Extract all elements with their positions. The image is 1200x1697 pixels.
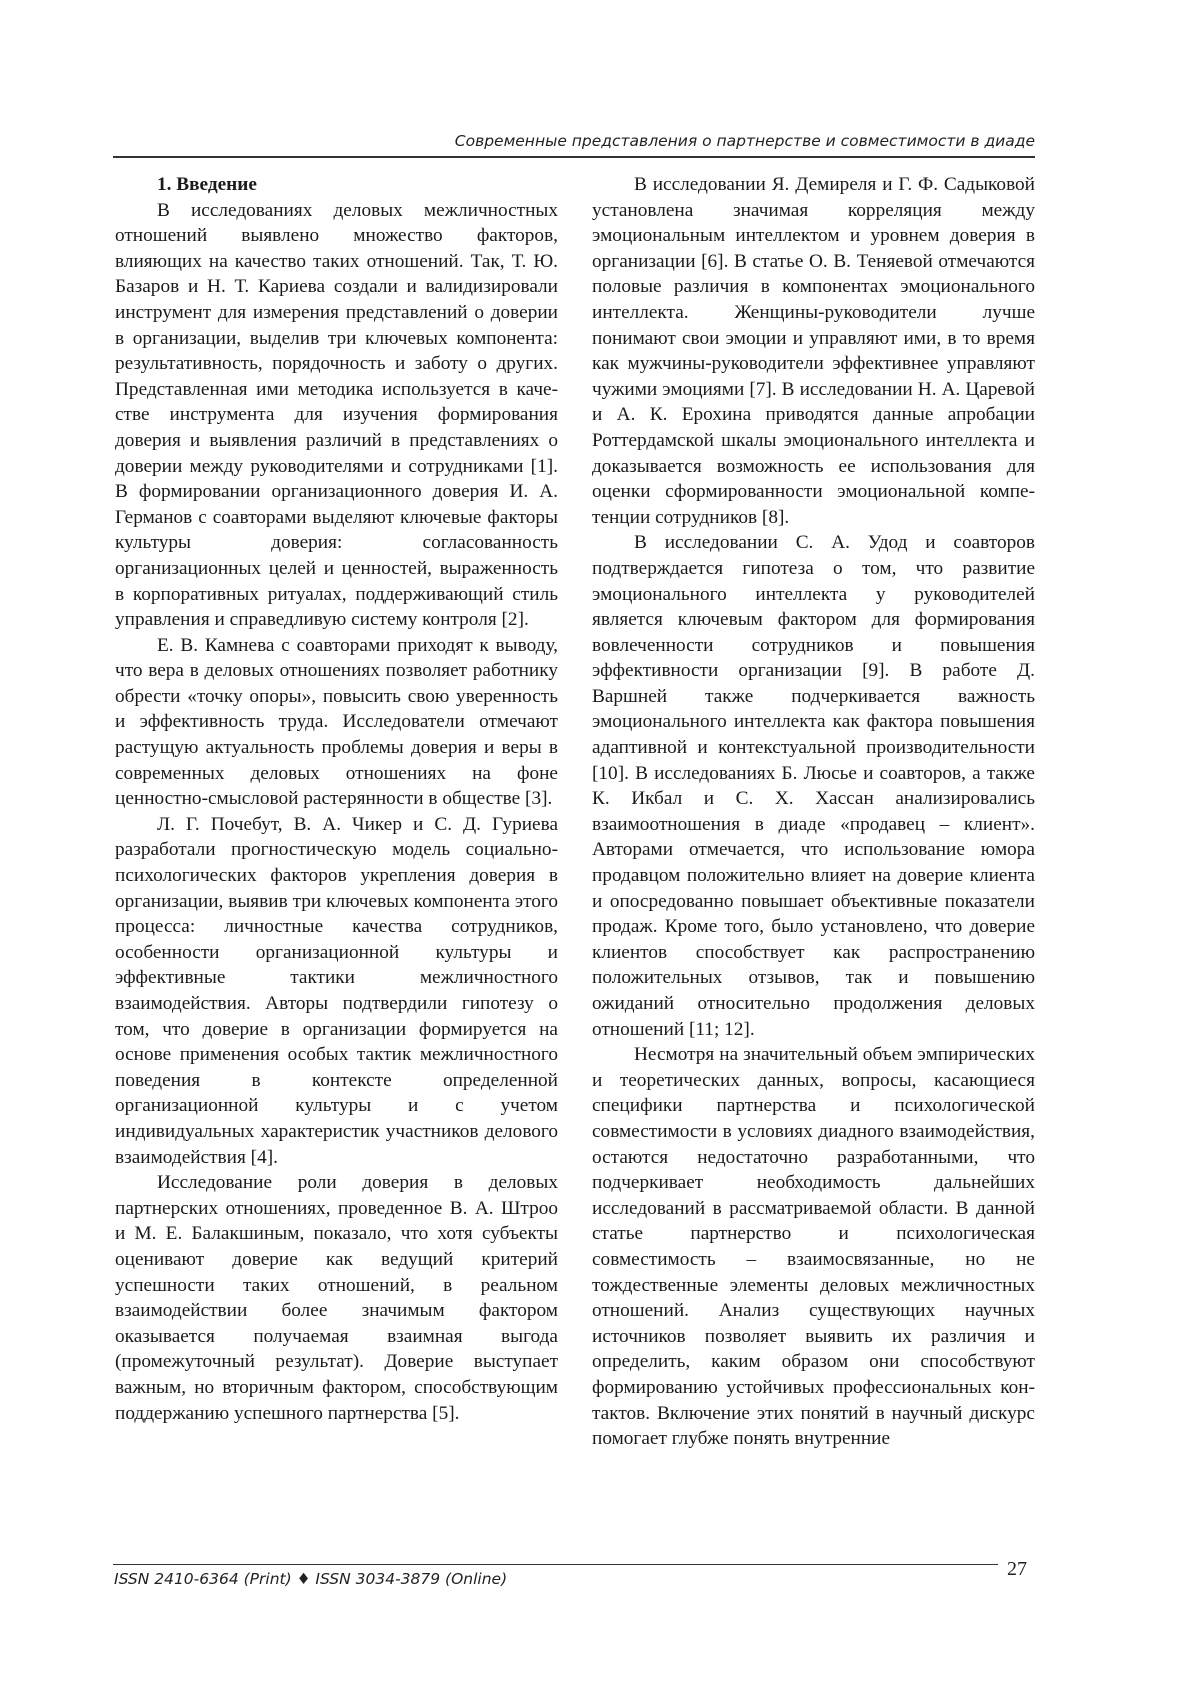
paragraph: В исследовании Я. Демиреля и Г. Ф. Садыковой установлена значимая корреляция между эмоциональным интеллектом и уровнем доверия в организации [6]. В статье О. В. Теняевой отмечаются половые различия в компонентах эмоционального интеллекта. Женщины-руководители лучше понимают свои эмоции и управляют ими, в то время как мужчины-руководители эффективнее управляют чужими эмоциями [7]. В исследовании Н. А. Царевой и А. К. Ерохина приводятся данные апробации Роттердамской шкалы эмоционального интеллекта и доказывается возможность ее использования для оценки сформированности эмоциональной компетенции сотрудников [8]. <box>592 174 1035 528</box>
header-rule <box>113 156 1035 158</box>
paragraph: Е. В. Камнева с соавторами приходят к выводу, что вера в деловых отношениях позволяет работнику обрести «точку опоры», повысить свою уверенность и эффективность труда. Исследователи отмечают растущую актуальность проблемы доверия и веры в современных деловых отношениях на фоне ценностно-смысловой растерянности в обществе [3]. <box>115 634 558 810</box>
running-header: Современные представления о партнерстве и совместимости в диаде <box>454 132 1035 150</box>
right-column <box>592 172 1035 1452</box>
section-heading: 1. Введение <box>157 174 257 195</box>
left-column <box>115 172 558 1426</box>
page-number: 27 <box>1007 1558 1027 1580</box>
footer-issn: ISSN 2410-6364 (Print) ♦ ISSN 3034-3879 (Online) <box>114 1570 508 1588</box>
footer-rule <box>113 1564 998 1565</box>
paragraph: Л. Г. Почебут, В. А. Чикер и С. Д. Гуриева разработали прогностическую модель социально-психологических факторов укрепления доверия в организации, выявив три ключевых компонента этого процесса: личностные качества сотрудников, особенности организационной культуры и эффективные тактики межличностного взаимодействия. Авторы подтвердили гипотезу о том, что доверие в организации формируется на основе применения особых тактик межличностного поведения в контексте определенной организационной культуры и с учетом индивидуальных характеристик участников делового взаимодействия [4]. <box>115 813 558 1168</box>
paragraph: В исследовании С. А. Удод и соавторов подтверждается гипотеза о том, что развитие эмоционального интеллекта у руководителей является ключевым фактором для формирования вовлеченности сотрудников и повышения эффективности организации [9]. В работе Д. Варшней также подчеркивается важность эмоционального интеллекта как фактора повышения адаптивной и контекстуальной производительности [10]. В исследованиях Б. Люсье и соавторов, а также К. Икбал и С. Х. Хассан анализировались взаимоотношения в диаде «продавец – клиент». Авторами отмечается, что использование юмора продавцом положительно влияет на доверие клиента и опосредованно повышает объективные показатели продаж. Кроме того, было установлено, что доверие клиентов способствует как распространению положительных отзывов, так и повышению ожиданий относительно продолжения деловых отношений [11; 12]. <box>592 532 1035 1040</box>
paragraph: Несмотря на значительный объем эмпирических и теоретических данных, вопросы, касающиеся специфики партнерства и психологической совместимости в условиях диадного взаимодействия, остаются недостаточно разработанными, что подчеркивает необходимость дальнейших исследований в рассматриваемой области. В данной статье партнерство и психологическая совместимость – взаимосвязанные, но не тождественные элементы деловых межличностных отношений. Анализ существующих научных источников позволяет выявить их различия и определить, каким образом они способствуют формированию устойчивых профессиональных контактов. Включение этих понятий в научный дискурс помогает глубже понять внутренние <box>592 1044 1035 1450</box>
paragraph: Исследование роли доверия в деловых партнерских отношениях, проведенное В. А. Штроо и М. Е. Балакшиным, показало, что хотя субъекты оценивают доверие как ведущий критерий успешности таких отношений, в реальном взаимодействии более значимым фактором оказывается получаемая взаимная выгода (промежуточный результат). Доверие выступает важным, но вторичным фактором, способствующим поддержанию успешного партнерства [5]. <box>115 1172 558 1424</box>
paragraph: В исследованиях деловых межличностных отношений выявлено множество факторов, влияющих на качество таких отношений. Так, Т. Ю. Базаров и Н. Т. Кариева создали и валидизировали инструмент для измерения представлений о доверии в организации, выделив три ключевых компонента: результативность, порядочность и заботу о других. Представленная ими методика используется в качестве инструмента для изучения формирования доверия и выявления различий в представлениях о доверии между руководителями и сотрудниками [1]. В формировании организационного доверия И. А. Германов с соавторами выделяют ключевые факторы культуры доверия: согласованность организационных целей и ценностей, выраженность в корпоративных ритуалах, поддерживающий стиль управления и справедливую систему контроля [2]. <box>115 199 558 631</box>
